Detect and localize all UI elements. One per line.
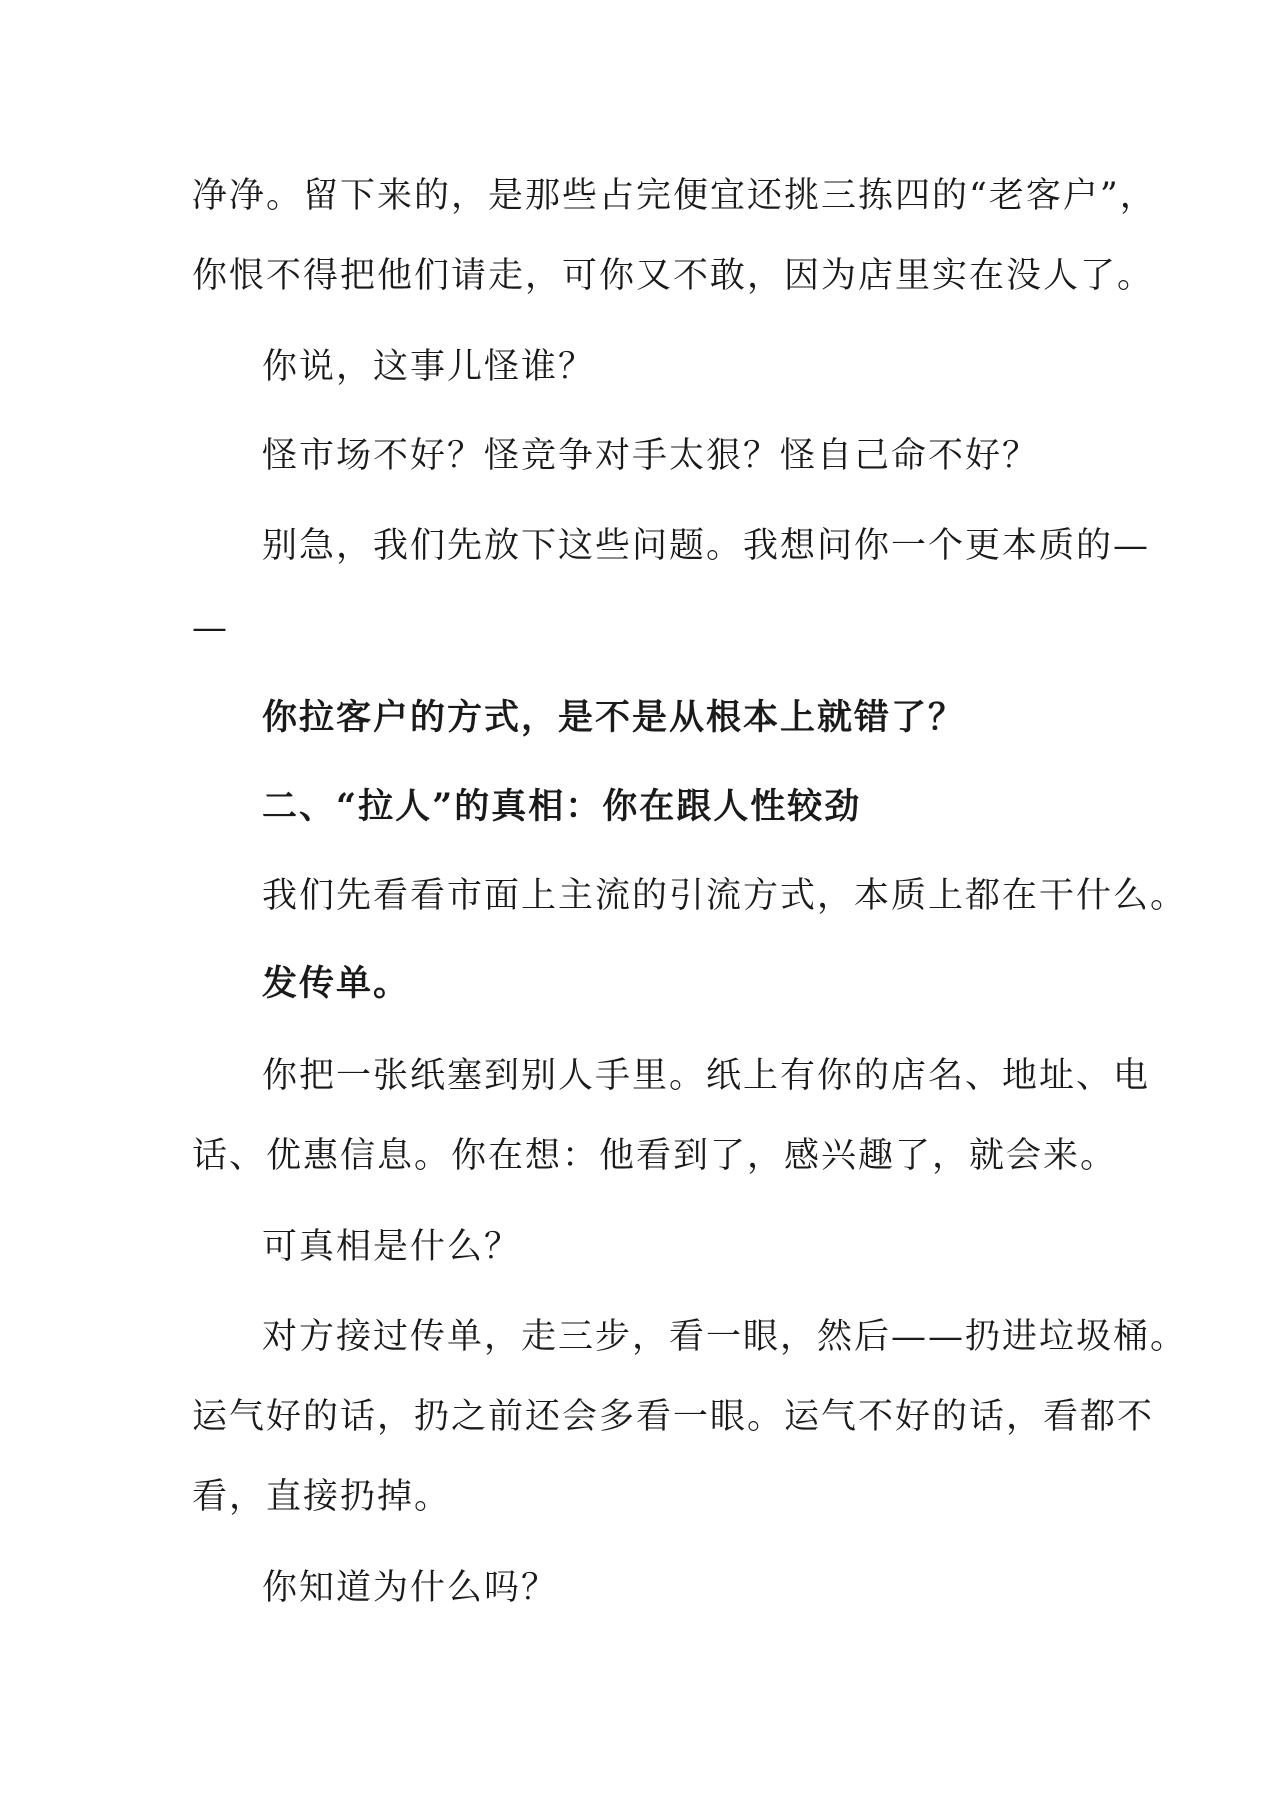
section-heading: 二、“拉人”的真相：你在跟人性较劲 — [262, 786, 862, 827]
paragraph-line: — — [192, 608, 229, 648]
paragraph-line: 对方接过传单，走三步，看一眼，然后——扔进垃圾桶。 — [262, 1317, 1188, 1357]
paragraph-line: 我们先看看市面上主流的引流方式，本质上都在干什么。 — [262, 876, 1188, 916]
paragraph-line: 你说，这事儿怪谁？ — [262, 347, 596, 387]
paragraph-line: 可真相是什么？ — [262, 1227, 522, 1267]
paragraph-line: 别急，我们先放下这些问题。我想问你一个更本质的— — [262, 526, 1151, 566]
paragraph-line: 你把一张纸塞到别人手里。纸上有你的店名、地址、电 — [262, 1056, 1151, 1096]
paragraph-line: 你恨不得把他们请走，可你又不敢，因为店里实在没人了。 — [192, 256, 1155, 296]
bold-question: 你拉客户的方式，是不是从根本上就错了？ — [262, 697, 966, 738]
paragraph-line: 运气好的话，扔之前还会多看一眼。运气不好的话，看都不 — [192, 1397, 1155, 1437]
paragraph-line: 话、优惠信息。你在想：他看到了，感兴趣了，就会来。 — [192, 1136, 1118, 1176]
paragraph-line: 你知道为什么吗？ — [262, 1568, 559, 1608]
paragraph-line: 看，直接扔掉。 — [192, 1477, 452, 1517]
paragraph-line: 净净。留下来的，是那些占完便宜还挑三拣四的“老客户”， — [192, 176, 1157, 216]
subheading: 发传单。 — [262, 963, 411, 1004]
paragraph-line: 怪市场不好？怪竞争对手太狠？怪自己命不好？ — [262, 436, 1040, 476]
